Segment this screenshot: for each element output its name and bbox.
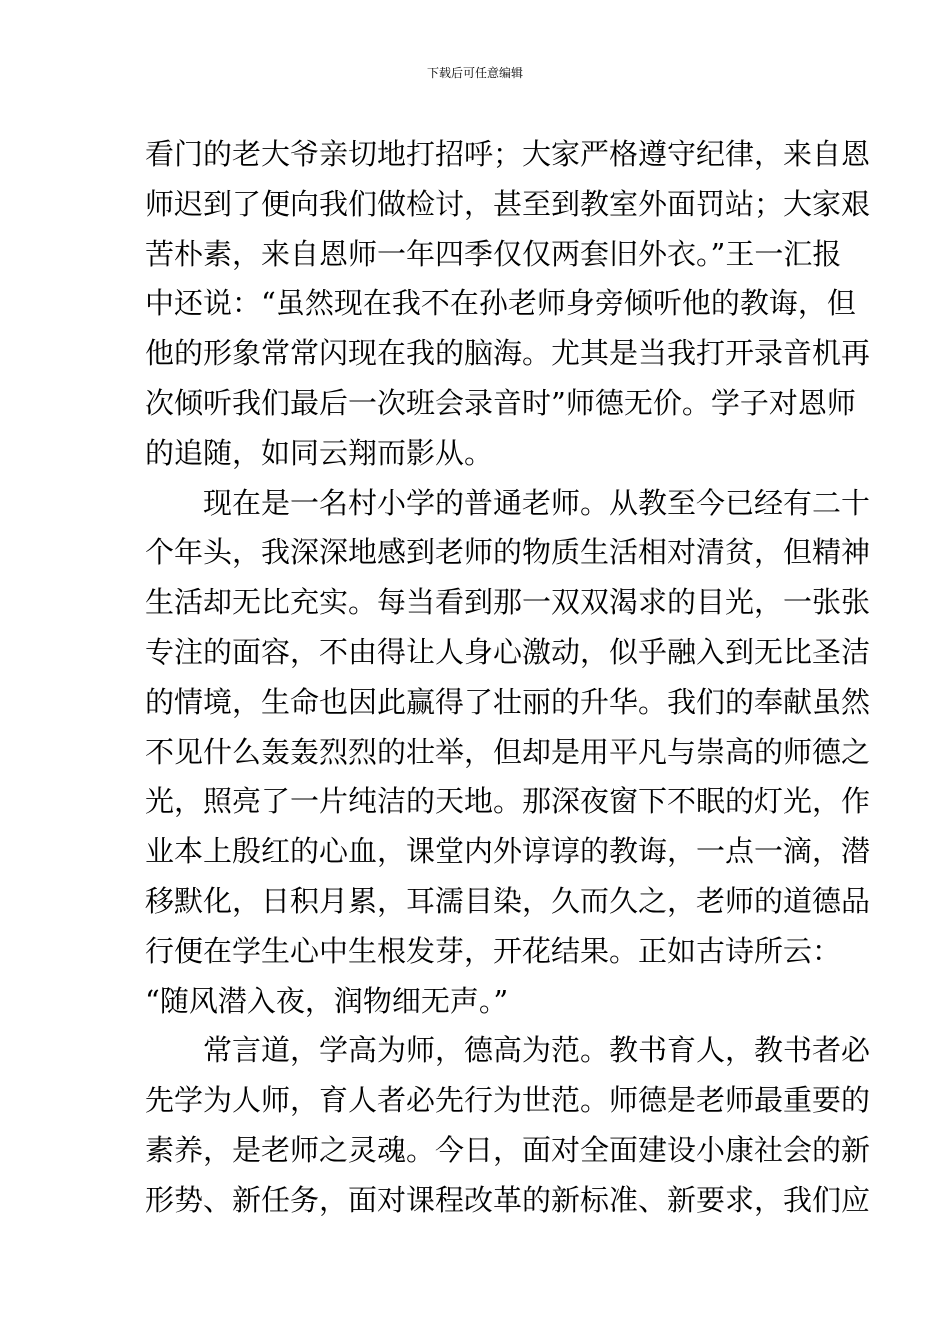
paragraph-1 — [145, 130, 871, 479]
body-text — [145, 130, 871, 1226]
text-line: 师迟到了便向我们做检讨，甚至到教室外面罚站；大家艰 — [145, 186, 871, 221]
text-line: 移默化，日积月累，耳濡目染，久而久之，老师的道德品 — [145, 883, 871, 918]
text-line: 形势、新任务，面对课程改革的新标准、新要求，我们应 — [145, 1182, 871, 1217]
text-line: 他的形象常常闪现在我的脑海。尤其是当我打开录音机再 — [145, 336, 871, 371]
text-line: 中还说：“虽然现在我不在孙老师身旁倾听他的教诲，但 — [145, 286, 856, 321]
text-line: 的情境，生命也因此赢得了壮丽的升华。我们的奉献虽然 — [145, 684, 871, 719]
page-header: 下载后可任意编辑 — [426, 66, 523, 80]
text-line-first: 现在是一名村小学的普通老师。从教至今已经有二十 — [203, 485, 871, 520]
text-line: 行便在学生心中生根发芽，开花结果。正如古诗所云： — [145, 933, 842, 968]
text-line: 的追随，如同云翔而影从。 — [145, 435, 494, 470]
text-line: 素养，是老师之灵魂。今日，面对全面建设小康社会的新 — [145, 1132, 871, 1167]
text-line: 业本上殷红的心血，课堂内外谆谆的教诲，一点一滴，潜 — [145, 834, 871, 869]
paragraph-2 — [145, 479, 871, 1027]
text-line: “随风潜入夜，润物细无声。” — [145, 983, 509, 1018]
text-line: 个年头，我深深地感到老师的物质生活相对清贫，但精神 — [145, 535, 871, 570]
paragraph-3 — [145, 1026, 871, 1225]
text-line: 先学为人师，育人者必先行为世范。师德是老师最重要的 — [145, 1083, 871, 1118]
text-line: 次倾听我们最后一次班会录音时”师德无价。学子对恩师 — [145, 385, 856, 420]
text-line: 不见什么轰轰烈烈的壮举，但却是用平凡与崇高的师德之 — [145, 734, 871, 769]
text-line: 苦朴素，来自恩师一年四季仅仅两套旧外衣。”王一汇报 — [145, 236, 842, 271]
text-line: 看门的老大爷亲切地打招呼；大家严格遵守纪律，来自恩 — [145, 137, 871, 171]
text-line: 光，照亮了一片纯洁的天地。那深夜窗下不眠的灯光，作 — [145, 784, 871, 819]
text-line-first: 常言道，学高为师，德高为范。教书育人，教书者必 — [203, 1033, 871, 1068]
text-line: 生活却无比充实。每当看到那一双双渴求的目光，一张张 — [145, 585, 871, 620]
text-line: 专注的面容，不由得让人身心激动，似乎融入到无比圣洁 — [145, 634, 871, 669]
